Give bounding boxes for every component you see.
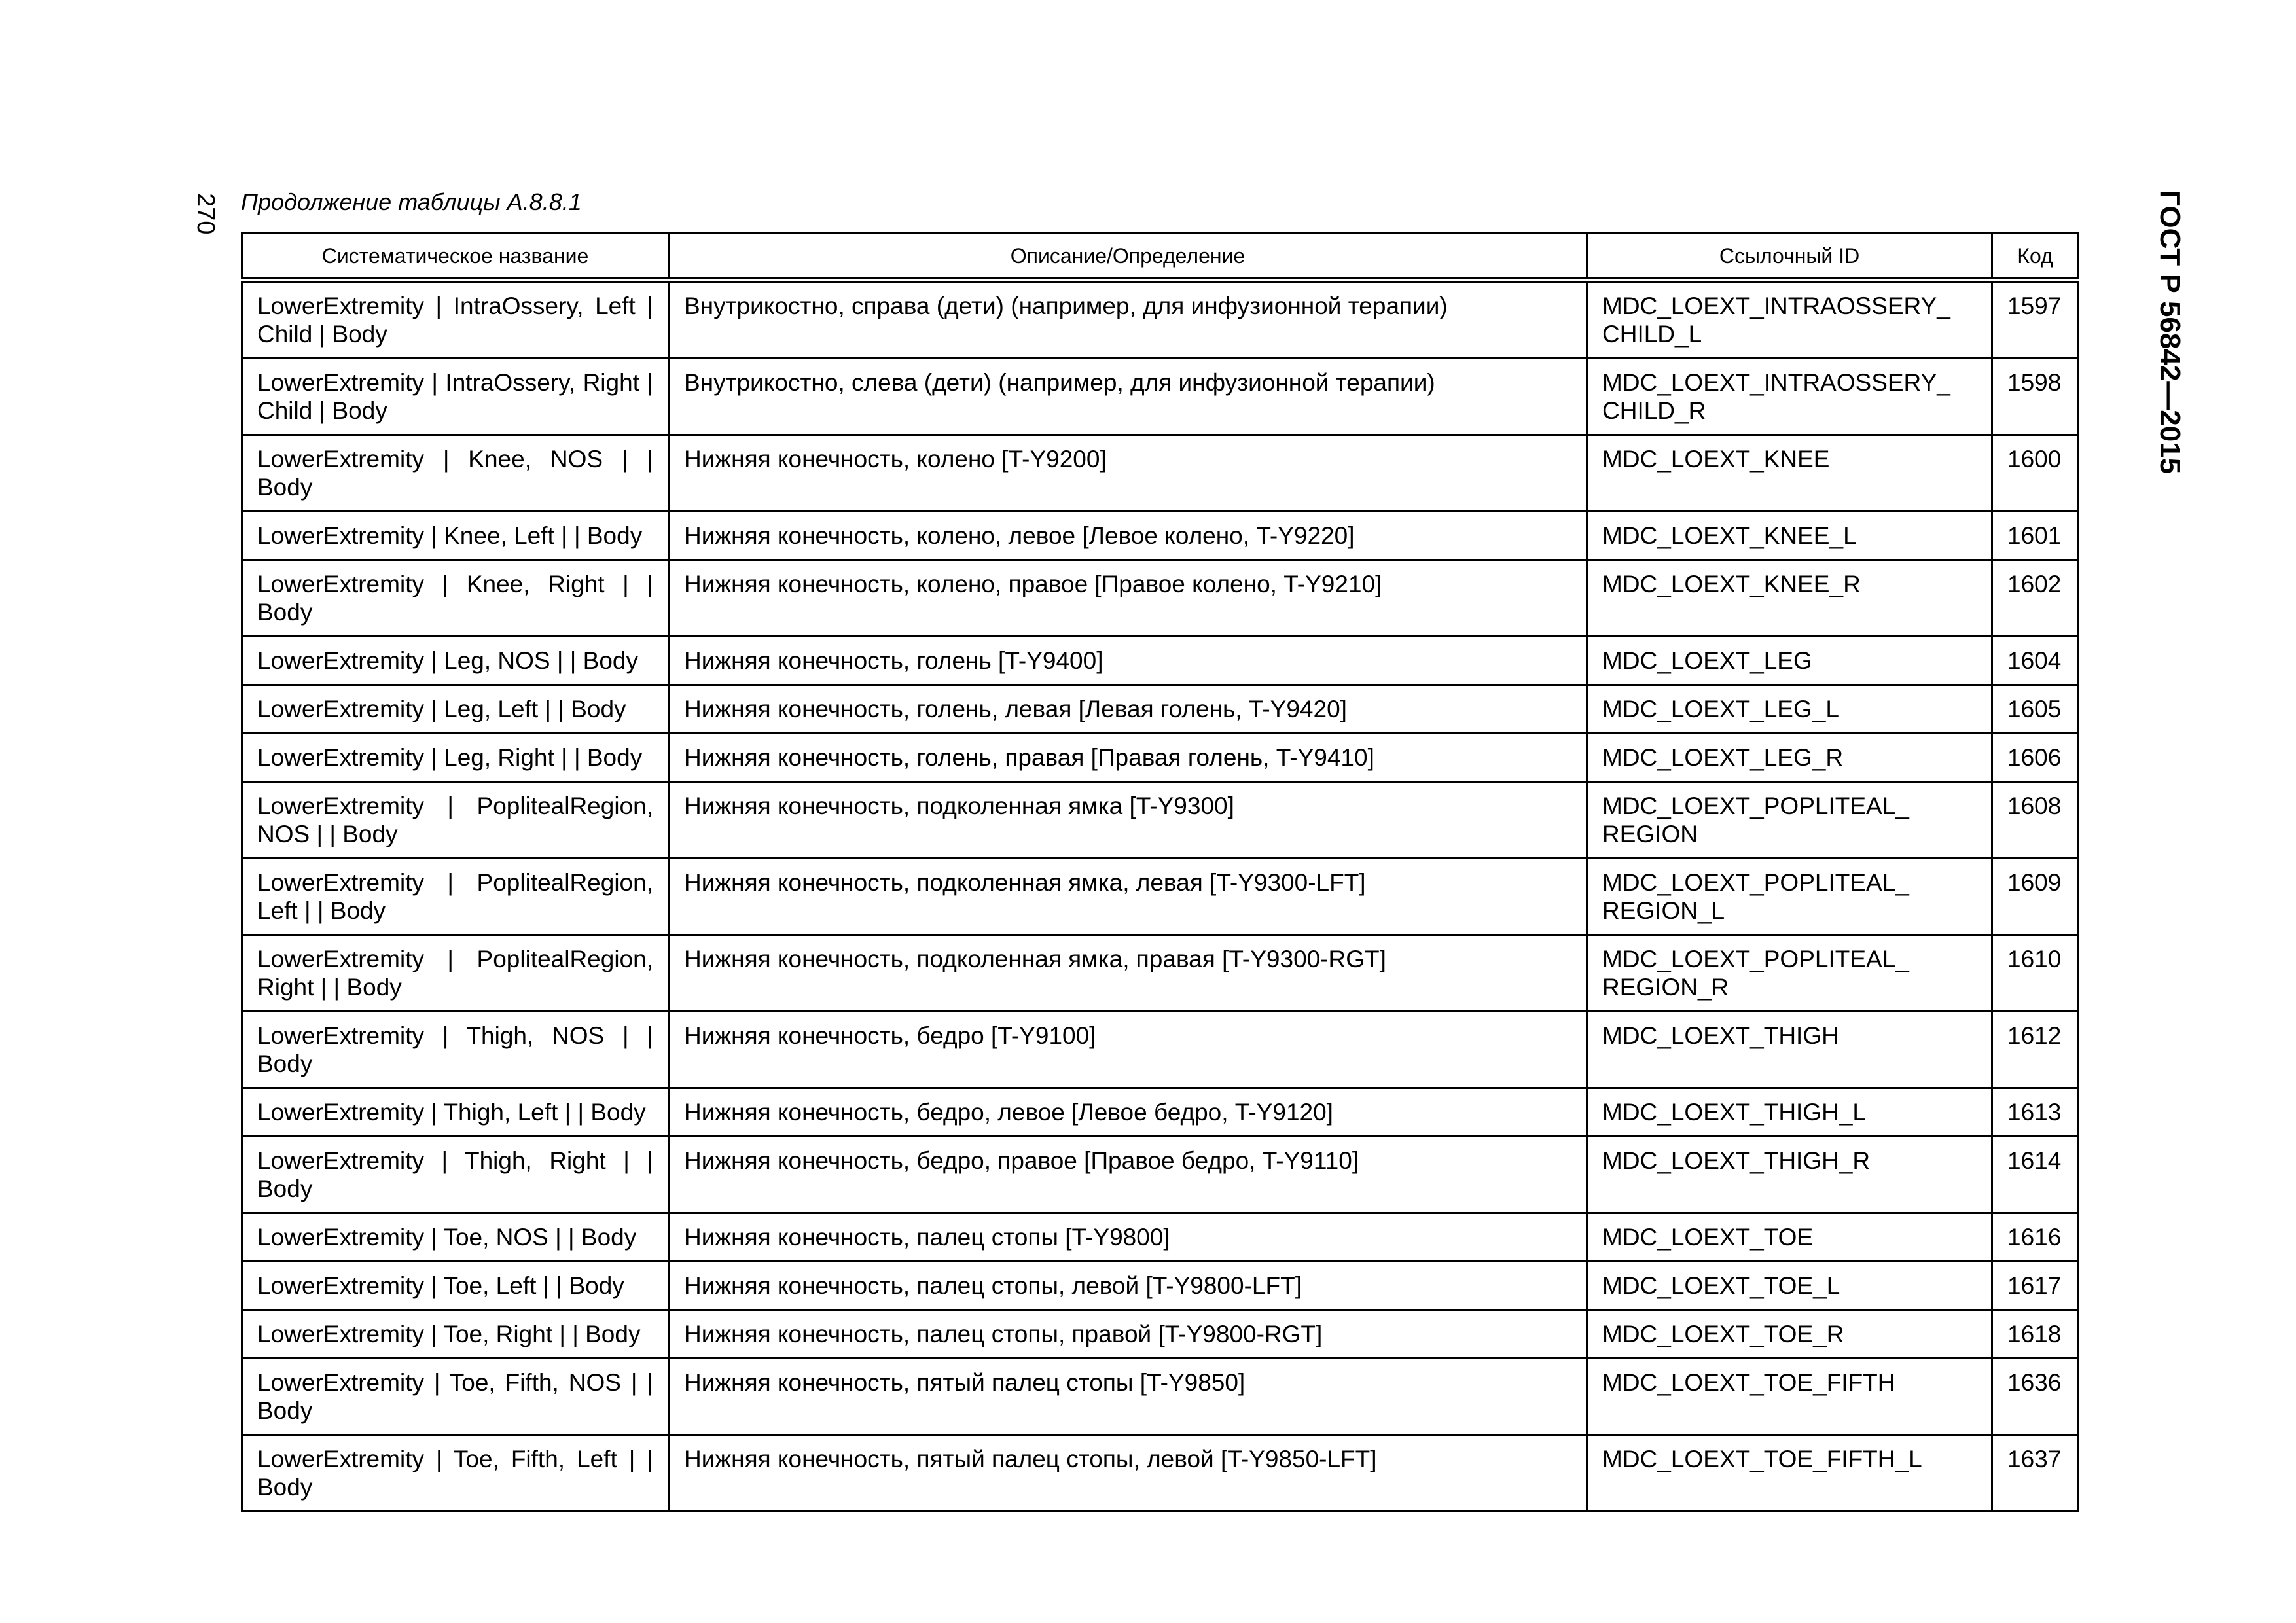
description-cell: Нижняя конечность, палец стопы, правой [T-Y9800-RGT] <box>669 1310 1587 1359</box>
table-row <box>242 560 2079 637</box>
systematic-name-cell: LowerExtremity | Toe, Fifth, NOS | | Body <box>242 1359 669 1435</box>
description-cell: Нижняя конечность, голень, левая [Левая голень, T-Y9420] <box>669 685 1587 734</box>
systematic-name-cell: LowerExtremity | Leg, Left | | Body <box>242 685 669 734</box>
description-cell: Нижняя конечность, пятый палец стопы, левой [T-Y9850-LFT] <box>669 1435 1587 1512</box>
reference-id-cell: MDC_LOEXT_TOE_FIFTH <box>1587 1359 1992 1435</box>
codes-table <box>241 232 2079 1512</box>
code-cell: 1614 <box>1992 1137 2079 1213</box>
table-row <box>242 859 2079 935</box>
description-cell: Нижняя конечность, бедро [T-Y9100] <box>669 1012 1587 1088</box>
code-cell: 1604 <box>1992 637 2079 685</box>
code-cell: 1597 <box>1992 280 2079 359</box>
systematic-name-cell: LowerExtremity | Thigh, Left | | Body <box>242 1088 669 1137</box>
table-row <box>242 637 2079 685</box>
reference-id-cell: MDC_LOEXT_KNEE <box>1587 435 1992 512</box>
code-cell: 1612 <box>1992 1012 2079 1088</box>
code-cell: 1637 <box>1992 1435 2079 1512</box>
description-cell: Нижняя конечность, бедро, правое [Правое бедро, T-Y9110] <box>669 1137 1587 1213</box>
code-cell: 1605 <box>1992 685 2079 734</box>
description-cell: Нижняя конечность, пятый палец стопы [T-Y9850] <box>669 1359 1587 1435</box>
systematic-name-cell: LowerExtremity | Toe, Right | | Body <box>242 1310 669 1359</box>
table-row <box>242 1088 2079 1137</box>
code-cell: 1598 <box>1992 359 2079 435</box>
reference-id-cell: MDC_LOEXT_LEG <box>1587 637 1992 685</box>
systematic-name-cell: LowerExtremity | Knee, NOS | | Body <box>242 435 669 512</box>
table-row <box>242 1310 2079 1359</box>
reference-id-cell: MDC_LOEXT_LEG_R <box>1587 734 1992 782</box>
header-row <box>242 234 2079 281</box>
column-header-description: Описание/Определение <box>669 234 1587 281</box>
code-cell: 1608 <box>1992 782 2079 859</box>
systematic-name-cell: LowerExtremity | Knee, Right | | Body <box>242 560 669 637</box>
table-body <box>242 280 2079 1512</box>
description-cell: Внутрикостно, слева (дети) (например, для инфузионной терапии) <box>669 359 1587 435</box>
systematic-name-cell: LowerExtremity | IntraOssery, Left | Child | Body <box>242 280 669 359</box>
description-cell: Нижняя конечность, подколенная ямка, левая [T-Y9300-LFT] <box>669 859 1587 935</box>
systematic-name-cell: LowerExtremity | Knee, Left | | Body <box>242 512 669 560</box>
table-row <box>242 734 2079 782</box>
systematic-name-cell: LowerExtremity | PoplitealRegion, Right | | Body <box>242 935 669 1012</box>
standard-designation: ГОСТ Р 56842—2015 <box>2154 190 2186 474</box>
table-row <box>242 935 2079 1012</box>
table-row <box>242 1137 2079 1213</box>
systematic-name-cell: LowerExtremity | PoplitealRegion, Left | | Body <box>242 859 669 935</box>
table-row <box>242 782 2079 859</box>
systematic-name-cell: LowerExtremity | Thigh, NOS | | Body <box>242 1012 669 1088</box>
description-cell: Нижняя конечность, голень, правая [Правая голень, T-Y9410] <box>669 734 1587 782</box>
description-cell: Нижняя конечность, колено, левое [Левое колено, T-Y9220] <box>669 512 1587 560</box>
column-header-systematic-name: Систематическое название <box>242 234 669 281</box>
systematic-name-cell: LowerExtremity | Leg, Right | | Body <box>242 734 669 782</box>
table-row <box>242 435 2079 512</box>
reference-id-cell: MDC_LOEXT_TOE <box>1587 1213 1992 1262</box>
description-cell: Нижняя конечность, палец стопы [T-Y9800] <box>669 1213 1587 1262</box>
table-row <box>242 1213 2079 1262</box>
reference-id-cell: MDC_LOEXT_KNEE_R <box>1587 560 1992 637</box>
code-cell: 1610 <box>1992 935 2079 1012</box>
code-cell: 1616 <box>1992 1213 2079 1262</box>
code-cell: 1613 <box>1992 1088 2079 1137</box>
reference-id-cell: MDC_LOEXT_THIGH_R <box>1587 1137 1992 1213</box>
systematic-name-cell: LowerExtremity | IntraOssery, Right | Child | Body <box>242 359 669 435</box>
code-cell: 1636 <box>1992 1359 2079 1435</box>
table-caption: Продолжение таблицы А.8.8.1 <box>241 188 582 215</box>
column-header-reference-id: Ссылочный ID <box>1587 234 1992 281</box>
systematic-name-cell: LowerExtremity | PoplitealRegion, NOS | | Body <box>242 782 669 859</box>
table-row <box>242 1435 2079 1512</box>
table-row <box>242 280 2079 359</box>
systematic-name-cell: LowerExtremity | Toe, Fifth, Left | | Body <box>242 1435 669 1512</box>
table-row <box>242 1262 2079 1310</box>
reference-id-cell: MDC_LOEXT_TOE_R <box>1587 1310 1992 1359</box>
column-header-code: Код <box>1992 234 2079 281</box>
code-cell: 1602 <box>1992 560 2079 637</box>
table-row <box>242 512 2079 560</box>
systematic-name-cell: LowerExtremity | Thigh, Right | | Body <box>242 1137 669 1213</box>
reference-id-cell: MDC_LOEXT_TOE_L <box>1587 1262 1992 1310</box>
code-cell: 1617 <box>1992 1262 2079 1310</box>
code-cell: 1606 <box>1992 734 2079 782</box>
systematic-name-cell: LowerExtremity | Toe, Left | | Body <box>242 1262 669 1310</box>
reference-id-cell: MDC_LOEXT_LEG_L <box>1587 685 1992 734</box>
page-number: 270 <box>192 193 219 235</box>
reference-id-cell: MDC_LOEXT_POPLITEAL_ REGION_L <box>1587 859 1992 935</box>
description-cell: Нижняя конечность, бедро, левое [Левое бедро, T-Y9120] <box>669 1088 1587 1137</box>
reference-id-cell: MDC_LOEXT_THIGH <box>1587 1012 1992 1088</box>
description-cell: Нижняя конечность, колено [T-Y9200] <box>669 435 1587 512</box>
table-row <box>242 359 2079 435</box>
reference-id-cell: MDC_LOEXT_KNEE_L <box>1587 512 1992 560</box>
description-cell: Нижняя конечность, подколенная ямка, правая [T-Y9300-RGT] <box>669 935 1587 1012</box>
reference-id-cell: MDC_LOEXT_INTRAOSSERY_ CHILD_R <box>1587 359 1992 435</box>
code-cell: 1609 <box>1992 859 2079 935</box>
code-cell: 1600 <box>1992 435 2079 512</box>
description-cell: Нижняя конечность, палец стопы, левой [T-Y9800-LFT] <box>669 1262 1587 1310</box>
reference-id-cell: MDC_LOEXT_POPLITEAL_ REGION <box>1587 782 1992 859</box>
code-cell: 1618 <box>1992 1310 2079 1359</box>
description-cell: Нижняя конечность, колено, правое [Правое колено, T-Y9210] <box>669 560 1587 637</box>
table-row <box>242 685 2079 734</box>
systematic-name-cell: LowerExtremity | Toe, NOS | | Body <box>242 1213 669 1262</box>
code-cell: 1601 <box>1992 512 2079 560</box>
table-row <box>242 1359 2079 1435</box>
systematic-name-cell: LowerExtremity | Leg, NOS | | Body <box>242 637 669 685</box>
reference-id-cell: MDC_LOEXT_INTRAOSSERY_ CHILD_L <box>1587 280 1992 359</box>
description-cell: Нижняя конечность, подколенная ямка [T-Y9300] <box>669 782 1587 859</box>
description-cell: Внутрикостно, справа (дети) (например, для инфузионной терапии) <box>669 280 1587 359</box>
reference-id-cell: MDC_LOEXT_THIGH_L <box>1587 1088 1992 1137</box>
reference-id-cell: MDC_LOEXT_TOE_FIFTH_L <box>1587 1435 1992 1512</box>
description-cell: Нижняя конечность, голень [T-Y9400] <box>669 637 1587 685</box>
reference-id-cell: MDC_LOEXT_POPLITEAL_ REGION_R <box>1587 935 1992 1012</box>
table-row <box>242 1012 2079 1088</box>
